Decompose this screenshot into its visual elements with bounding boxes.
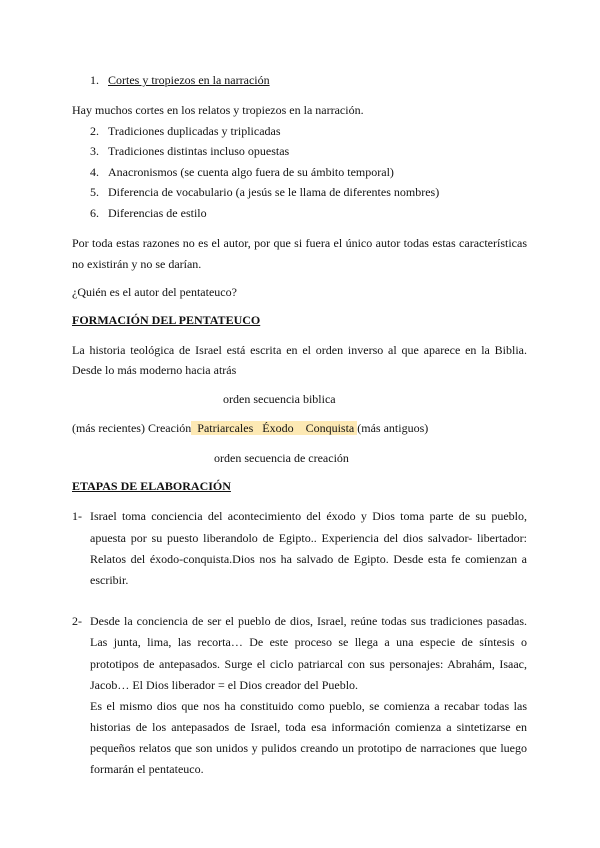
etapa2-line: historias de los antepasados de Israel, toda esa información comienza a sintetizarse en [90,720,527,734]
etapa-number: 1- [72,509,82,523]
diagram-highlighted-stages: Patriarcales Éxodo Conquista [191,421,358,435]
list-item: Anacronismos (se cuenta algo fuera de su ámbito temporal) [108,165,394,179]
diagram-row [72,421,428,436]
list-item: Tradiciones distintas incluso opuestas [108,144,290,158]
etapa1-line: Relatos del éxodo-conquista.Dios nos ha salvado de Egipto. Desde esta fe comienzan a [90,552,527,566]
etapa2-line: formarán el pentateuco. [90,762,204,776]
etapa1-line: apuesta por su puesto liberandolo de Egipto.. Experiencia del dios salvador- libertador: [90,531,527,545]
etapa-number: 2- [72,614,82,628]
formacion-line: Desde lo más moderno hacia atrás [72,363,237,377]
diagram-left: (más recientes) Creación [72,421,192,435]
etapa2-line: Desde la conciencia de ser el pueblo de dios, Israel, reúne todas sus tradiciones pasadas. [90,614,527,628]
formacion-line: La historia teológica de Israel está escrita en el orden inverso al que aparece en la Biblia. [72,343,527,357]
list-number: 4. [90,165,99,179]
conclusion-line: no existirán y no se darían. [72,257,202,271]
etapa2-line: pequeños relatos que son unidos y pulidos creando un prototipo de narraciones que luego [90,741,527,755]
list-item-cortes: Cortes y tropiezos en la narración [108,73,270,87]
question-text: ¿Quién es el autor del pentateuco? [72,285,237,299]
conclusion-line: Por toda estas razones no es el autor, por que si fuera el único autor todas estas características [72,236,527,250]
heading-formacion: FORMACIÓN DEL PENTATEUCO [72,313,261,327]
etapa2-line: Las junta, lima, las recorta… De este proceso se llega a una especie de síntesis o [90,635,527,649]
list-number: 1. [90,73,99,87]
list-number: 3. [90,144,99,158]
etapa2-line: Jacob… El Dios liberador = el Dios creador del Pueblo. [90,678,359,692]
intro-text: Hay muchos cortes en los relatos y tropiezos en la narración. [72,103,364,117]
list-number: 6. [90,206,99,220]
list-item: Diferencia de vocabulario (a jesús se le llama de diferentes nombres) [108,185,440,199]
heading-etapas: ETAPAS DE ELABORACIÓN [72,479,231,493]
etapa2-line: prototipos de antepasados. Surge el ciclo patriarcal con sus personajes: Abrahám, Isaac, [90,657,527,671]
list-number: 5. [90,185,99,199]
diagram-top-label: orden secuencia biblica [223,392,336,406]
etapa2-line: Es el mismo dios que nos ha constituido como pueblo, se comienza a recabar todas las [90,699,527,713]
diagram-right: (más antiguos) [357,421,429,435]
list-item: Tradiciones duplicadas y triplicadas [108,124,281,138]
diagram-bottom-label: orden secuencia de creación [214,451,349,465]
etapa1-line: escribir. [90,573,129,587]
list-item: Diferencias de estilo [108,206,207,220]
etapa1-line: Israel toma conciencia del acontecimiento del éxodo y Dios toma parte de su pueblo, [90,509,527,523]
list-number: 2. [90,124,99,138]
